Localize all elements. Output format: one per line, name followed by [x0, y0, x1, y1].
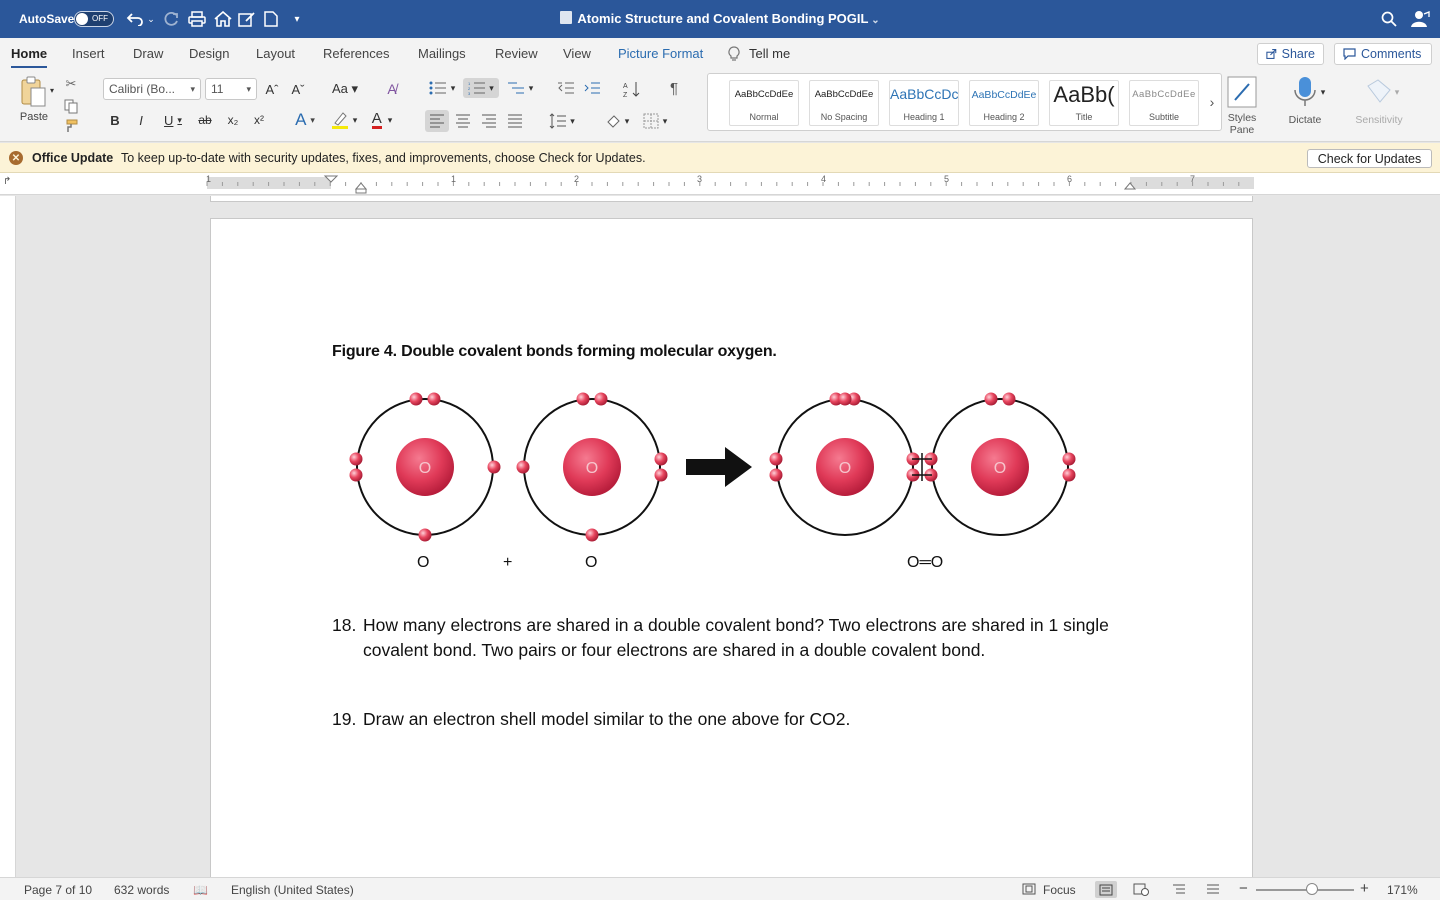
cut-icon[interactable]: ✂	[65, 76, 77, 91]
style-preview: AaBbCcDc	[890, 86, 958, 102]
sensitivity-dropdown-icon[interactable]: ▾	[1394, 86, 1400, 97]
style-name: Subtitle	[1148, 112, 1180, 122]
subscript-icon[interactable]: x₂	[227, 113, 239, 127]
show-formatting-icon[interactable]: ¶	[669, 79, 679, 97]
electron	[428, 393, 441, 406]
question-number: 19.	[332, 709, 357, 729]
microphone-icon	[1290, 76, 1320, 108]
electron	[419, 529, 432, 542]
tab-mailings[interactable]: Mailings	[418, 46, 466, 61]
search-icon[interactable]	[1378, 9, 1400, 29]
tab-review[interactable]: Review	[495, 46, 538, 61]
electron	[595, 393, 608, 406]
tab-layout[interactable]: Layout	[256, 46, 296, 61]
italic-icon[interactable]: I	[139, 112, 143, 128]
styles-pane-icon	[1227, 76, 1257, 108]
document-title-wrap[interactable]	[0, 11, 1440, 26]
ruler-number: 1	[206, 174, 212, 184]
electron	[770, 453, 783, 466]
autosave-state: OFF	[92, 14, 108, 23]
figure-caption: Figure 4. Double covalent bonds forming molecular oxygen.	[332, 343, 777, 360]
size-chevron-icon: ▾	[246, 83, 251, 94]
nucleus-label: O	[585, 460, 599, 477]
font-name-value: Calibri (Bo...	[109, 82, 176, 96]
tab-selector-icon[interactable]: ↱	[3, 176, 12, 187]
page-count[interactable]: Page 7 of 10	[24, 883, 93, 897]
nucleus-label: O	[418, 460, 432, 477]
sensitivity-button[interactable]	[1350, 76, 1408, 126]
zoom-slider[interactable]	[1256, 889, 1354, 891]
electron	[1003, 393, 1016, 406]
status-bar	[0, 877, 1440, 900]
style-preview: AaBbCcDdEe	[734, 89, 794, 100]
zoom-level[interactable]: 171%	[1387, 883, 1418, 897]
font-size-select[interactable]	[205, 78, 257, 100]
check-for-updates-button[interactable]: Check for Updates	[1307, 149, 1432, 168]
ruler-number: 1	[451, 174, 457, 184]
electron	[350, 453, 363, 466]
clear-formatting-icon[interactable]: A̸	[387, 81, 397, 97]
font-color-icon[interactable]: A ▾	[371, 110, 393, 127]
svg-text:2: 2	[468, 86, 471, 91]
comments-button[interactable]	[1334, 43, 1432, 65]
highlight-color-icon[interactable]: ▾	[327, 110, 361, 130]
share-button[interactable]	[1257, 43, 1324, 65]
ruler-number: 5	[944, 174, 950, 184]
bold-icon[interactable]: B	[110, 112, 120, 128]
style-preview: AaBbCcDdEe	[814, 89, 874, 100]
ruler-number: 6	[1067, 174, 1073, 184]
nucleus-label: O	[993, 460, 1007, 477]
comment-icon	[1343, 48, 1356, 60]
align-left-icon[interactable]	[425, 110, 449, 132]
borders-icon[interactable]: ▾	[638, 110, 672, 132]
comments-label: Comments	[1361, 47, 1422, 61]
nucleus-label: O	[838, 460, 852, 477]
language[interactable]: English (United States)	[231, 883, 354, 897]
electron	[488, 461, 501, 474]
undo-dropdown-icon[interactable]: ⌄	[147, 13, 155, 24]
previous-page-bottom	[210, 196, 1253, 202]
title-chevron-icon: ⌄	[868, 15, 880, 26]
style-normal[interactable]	[729, 80, 799, 126]
gallery-next-icon[interactable]: ›	[1209, 94, 1215, 110]
electron	[655, 469, 668, 482]
dictate-label: Dictate	[1288, 114, 1322, 126]
account-icon[interactable]	[1408, 9, 1432, 29]
reaction-arrow-icon	[686, 447, 752, 487]
font-size-value: 11	[211, 82, 224, 96]
bullets-icon[interactable]: ▾	[425, 78, 459, 98]
update-message: To keep up-to-date with security updates, fixes, and improvements, choose Check for Updates.	[121, 151, 646, 165]
justify-icon[interactable]	[504, 110, 526, 132]
tab-design[interactable]: Design	[189, 46, 230, 61]
electron	[1063, 453, 1076, 466]
styles-pane-button[interactable]	[1226, 76, 1258, 136]
electron	[350, 469, 363, 482]
style-preview: AaBbCcDdEe	[971, 89, 1037, 101]
word-count[interactable]: 632 words	[114, 883, 170, 897]
outline-icon[interactable]	[1172, 883, 1186, 898]
horizontal-ruler[interactable]	[0, 173, 1440, 195]
web-layout-icon[interactable]	[1133, 883, 1149, 899]
label-plus: +	[503, 554, 513, 571]
label-oxygen-left: O	[417, 554, 430, 571]
electron	[517, 461, 530, 474]
label-product: O═O	[907, 554, 944, 571]
dictate-button[interactable]	[1282, 76, 1328, 126]
style-heading-2[interactable]	[969, 80, 1039, 126]
sensitivity-label: Sensitivity	[1355, 114, 1403, 126]
focus-label[interactable]: Focus	[1043, 883, 1076, 897]
svg-text:A: A	[623, 83, 628, 90]
ruler-number: 7	[1190, 174, 1196, 184]
tab-view[interactable]: View	[563, 46, 591, 61]
update-title: Office Update	[32, 151, 114, 165]
styles-pane-label: Styles Pane	[1227, 112, 1257, 136]
paste-dropdown-icon[interactable]: ▾	[49, 85, 54, 95]
grow-font-icon[interactable]: Aˆ	[265, 81, 279, 97]
electron	[985, 393, 998, 406]
electron	[655, 453, 668, 466]
superscript-icon[interactable]: x²	[254, 113, 264, 127]
question-number: 18.	[332, 615, 357, 635]
styles-gallery	[707, 73, 1222, 131]
ruler-number: 4	[821, 174, 827, 184]
sensitivity-icon	[1364, 76, 1394, 108]
label-oxygen-right: O	[585, 554, 598, 571]
ribbon-tabs	[0, 38, 1440, 68]
electron	[410, 393, 423, 406]
tab-home[interactable]: Home	[11, 46, 48, 61]
proofing-icon[interactable]: 📖	[193, 883, 208, 897]
electron	[586, 529, 599, 542]
zoom-in-icon[interactable]: +	[1360, 880, 1369, 897]
style-name: Heading 1	[903, 112, 945, 122]
style-name: Normal	[749, 112, 779, 122]
format-painter-icon[interactable]	[62, 118, 80, 134]
office-update-bar	[0, 143, 1440, 173]
shrink-font-icon[interactable]: Aˇ	[291, 81, 305, 97]
ruler-number: 2	[574, 174, 580, 184]
customize-toolbar-icon[interactable]: ▾	[294, 13, 300, 25]
increase-indent-icon[interactable]	[582, 78, 602, 98]
ruler-ticks	[0, 173, 1440, 195]
numbering-icon[interactable]: 1 2 3 ▾	[463, 78, 499, 98]
align-right-icon[interactable]	[478, 110, 500, 132]
dictate-dropdown-icon[interactable]: ▾	[1320, 86, 1326, 97]
tell-me-search[interactable]: Tell me	[749, 46, 791, 61]
tab-references[interactable]: References	[323, 46, 390, 61]
style-preview: AaBb(	[1053, 82, 1115, 107]
font-chevron-icon: ▾	[190, 83, 195, 94]
electron	[1063, 469, 1076, 482]
copy-icon[interactable]	[62, 98, 80, 114]
align-center-icon[interactable]	[452, 110, 474, 132]
multilevel-list-icon[interactable]: ▾	[503, 78, 537, 98]
zoom-slider-thumb[interactable]	[1306, 883, 1318, 895]
style-name: Title	[1075, 112, 1093, 122]
title-bar	[0, 0, 1440, 38]
oxygen-bond-figure[interactable]	[340, 385, 1100, 585]
font-name-select[interactable]	[103, 78, 201, 100]
tab-insert[interactable]: Insert	[72, 46, 105, 61]
ruler-number: 3	[697, 174, 703, 184]
shading-icon[interactable]: ▾	[600, 110, 634, 132]
focus-icon[interactable]	[1022, 883, 1036, 898]
style-title[interactable]	[1049, 80, 1119, 126]
question-text: How many electrons are shared in a double covalent bond? Two electrons are shared in 1 single covalent bond. Two pairs or four electrons are shared in a double covalent bond.	[363, 615, 1109, 660]
zoom-out-icon[interactable]: −	[1239, 880, 1248, 897]
electron	[577, 393, 590, 406]
electron	[839, 393, 852, 406]
word-doc-icon	[560, 11, 572, 24]
line-spacing-icon[interactable]: ▾	[545, 110, 579, 132]
vertical-ruler	[0, 196, 16, 877]
svg-text:Z: Z	[623, 92, 628, 98]
style-preview: AaBbCcDdEe	[1132, 89, 1196, 100]
change-case-icon[interactable]: Aa ▾	[331, 81, 359, 96]
paste-label: Paste	[19, 111, 49, 123]
style-subtitle[interactable]	[1129, 80, 1199, 126]
style-no-spacing[interactable]	[809, 80, 879, 126]
share-label: Share	[1281, 47, 1315, 61]
text-effects-icon[interactable]: A ▾	[295, 110, 315, 129]
lightbulb-icon	[728, 46, 740, 64]
question-text: Draw an electron shell model similar to the one above for CO2.	[363, 709, 851, 729]
style-heading-1[interactable]	[889, 80, 959, 126]
tab-picture-format[interactable]: Picture Format	[618, 46, 704, 61]
underline-icon[interactable]: U ▾	[164, 112, 182, 128]
decrease-indent-icon[interactable]	[556, 78, 576, 98]
autosave-label: AutoSave	[19, 12, 75, 26]
document-title: Atomic Structure and Covalent Bonding POGIL	[577, 11, 869, 26]
sort-icon[interactable]	[621, 78, 643, 100]
dismiss-update-icon[interactable]: ✕	[9, 151, 23, 165]
share-icon	[1266, 48, 1277, 60]
strikethrough-icon[interactable]: ab	[198, 113, 212, 127]
draft-icon[interactable]	[1206, 883, 1220, 898]
svg-text:1: 1	[468, 81, 471, 86]
svg-text:3: 3	[468, 91, 471, 95]
electron	[770, 469, 783, 482]
style-name: No Spacing	[820, 112, 868, 122]
style-name: Heading 2	[983, 112, 1025, 122]
print-layout-icon[interactable]	[1095, 881, 1117, 898]
tab-draw[interactable]: Draw	[133, 46, 164, 61]
